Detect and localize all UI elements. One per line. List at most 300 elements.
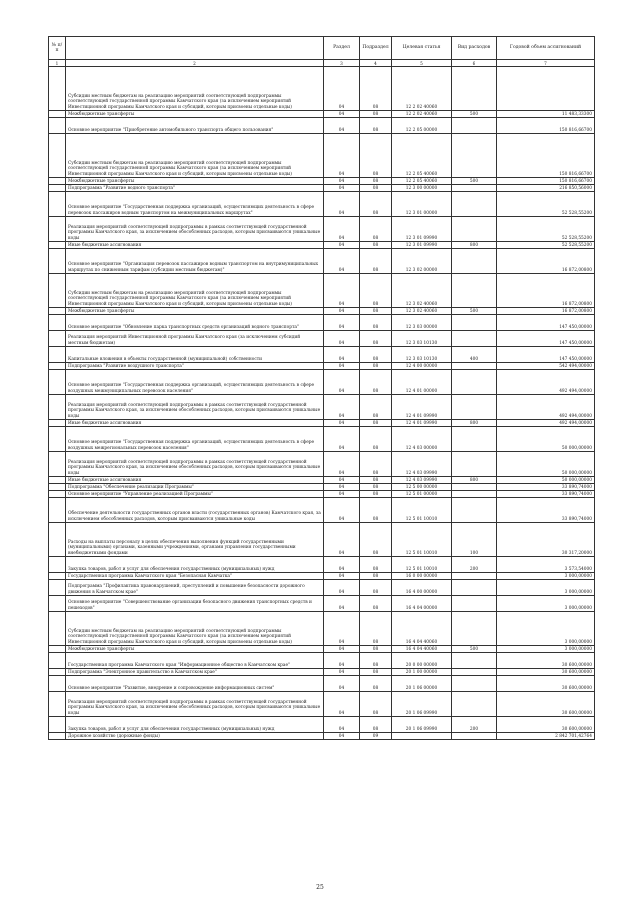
row-subsection: 08: [360, 185, 392, 192]
row-name: Межбюджетные трансферты: [66, 178, 324, 185]
row-number: [49, 427, 66, 452]
row-kind: [452, 395, 497, 420]
row-section: 04: [324, 192, 360, 217]
column-number: 4: [360, 60, 392, 67]
row-section: 04: [324, 557, 360, 573]
table-row: [49, 452, 595, 477]
row-target: 16 4 04 40060: [392, 646, 452, 653]
table-row: [49, 596, 595, 612]
row-target: 12 4 03 09990: [392, 452, 452, 477]
row-amount: 492 494,00000: [497, 395, 595, 420]
row-subsection: 08: [360, 134, 392, 178]
row-section: 04: [324, 185, 360, 192]
row-number: [49, 477, 66, 484]
table-body: [49, 67, 595, 740]
table-row: [49, 484, 595, 491]
column-number-row: [49, 60, 595, 67]
table-row: [49, 427, 595, 452]
table-header-row: [49, 37, 595, 60]
row-target: 12 5 01 10010: [392, 498, 452, 523]
row-amount: 16 872,00800: [497, 274, 595, 308]
table-row: [49, 646, 595, 653]
row-name: Обеспечение деятельности государственных органов власти (государственных органов) Камчатского края, за исключением обособленных расходов, которым присваиваются уникальные коды: [66, 498, 324, 523]
row-target: 16 4 00 00000: [392, 580, 452, 596]
row-kind: [452, 67, 497, 111]
row-number: [49, 717, 66, 733]
row-number: [49, 185, 66, 192]
row-target: 12 4 03 09990: [392, 477, 452, 484]
row-subsection: 09: [360, 733, 392, 740]
header-cell-target: Целевая статья: [392, 37, 452, 60]
row-subsection: 08: [360, 370, 392, 395]
header-cell-section: Раздел: [324, 37, 360, 60]
row-target: 12 4 01 00000: [392, 370, 452, 395]
row-kind: [452, 192, 497, 217]
row-amount: 3 000,00000: [497, 612, 595, 646]
row-subsection: 08: [360, 669, 392, 676]
row-name: Субсидии местным бюджетам на реализацию мероприятий соответствующей подпрограммы соответствующей государственной программы Камчатского края (за исключением мероприятий Инвестиционной программы Камчатского края и субсидий, которым присвоены отдельные коды): [66, 612, 324, 646]
row-amount: 52 528,55200: [497, 217, 595, 242]
table-row: [49, 118, 595, 134]
row-amount: 3 000,00000: [497, 596, 595, 612]
row-number: [49, 395, 66, 420]
row-target: 12 3 03 10130: [392, 347, 452, 363]
row-amount: 50 000,00000: [497, 452, 595, 477]
row-amount: 52 528,55200: [497, 242, 595, 249]
row-section: 04: [324, 717, 360, 733]
row-number: [49, 580, 66, 596]
row-amount: 11 483,33300: [497, 111, 595, 118]
row-subsection: 08: [360, 363, 392, 370]
row-target: 12 5 01 10010: [392, 523, 452, 557]
row-amount: 30 600,00000: [497, 669, 595, 676]
row-kind: [452, 580, 497, 596]
column-number: 3: [324, 60, 360, 67]
row-section: 04: [324, 370, 360, 395]
row-target: 12 2 05 40060: [392, 134, 452, 178]
table-row: [49, 676, 595, 692]
row-number: [49, 192, 66, 217]
row-section: 04: [324, 692, 360, 717]
row-amount: 150 816,66700: [497, 118, 595, 134]
table-row: [49, 217, 595, 242]
table-row: [49, 370, 595, 395]
row-amount: 33 890,74000: [497, 491, 595, 498]
row-name: Основное мероприятие "Совершенствование организации безопасного движения транспортных средств и пешеходов": [66, 596, 324, 612]
row-kind: [452, 185, 497, 192]
row-amount: 30 600,00000: [497, 653, 595, 669]
row-number: [49, 118, 66, 134]
table-row: [49, 67, 595, 111]
row-section: 04: [324, 118, 360, 134]
row-kind: [452, 491, 497, 498]
row-subsection: 08: [360, 491, 392, 498]
row-amount: 33 890,74000: [497, 498, 595, 523]
row-number: [49, 370, 66, 395]
table-row: [49, 134, 595, 178]
table-row: [49, 331, 595, 347]
row-amount: 30 317,20000: [497, 523, 595, 557]
row-section: 04: [324, 596, 360, 612]
row-name: Реализация мероприятий Инвестиционной программы Камчатского края (за исключением субсидий местным бюджетам): [66, 331, 324, 347]
row-name: Основное мероприятие "Обновление парка транспортных средств организаций водного транспорта": [66, 315, 324, 331]
column-number: 6: [452, 60, 497, 67]
row-section: 04: [324, 523, 360, 557]
row-section: 04: [324, 452, 360, 477]
row-number: [49, 484, 66, 491]
row-subsection: 08: [360, 217, 392, 242]
row-section: 04: [324, 363, 360, 370]
row-target: 12 3 01 09990: [392, 242, 452, 249]
row-target: 12 4 01 09990: [392, 420, 452, 427]
table-row: [49, 477, 595, 484]
row-subsection: 08: [360, 67, 392, 111]
row-section: 04: [324, 573, 360, 580]
row-subsection: 08: [360, 315, 392, 331]
table-row: [49, 573, 595, 580]
row-number: [49, 420, 66, 427]
header-cell-kind: Вид расходов: [452, 37, 497, 60]
row-section: 04: [324, 134, 360, 178]
row-section: 04: [324, 249, 360, 274]
row-kind: [452, 733, 497, 740]
row-kind: [452, 452, 497, 477]
row-number: [49, 692, 66, 717]
table-row: [49, 717, 595, 733]
row-kind: [452, 692, 497, 717]
row-target: 12 5 00 00000: [392, 484, 452, 491]
row-name: Капитальные вложения в объекты государственной (муниципальной) собственности: [66, 347, 324, 363]
row-number: [49, 612, 66, 646]
row-name: Государственная программа Камчатского края "Безопасная Камчатка": [66, 573, 324, 580]
row-section: 04: [324, 580, 360, 596]
row-name: Субсидии местным бюджетам на реализацию мероприятий соответствующей подпрограммы соответствующей государственной программы Камчатского края (за исключением мероприятий Инвестиционной программы Камчатского края и субсидий, которым присвоены отдельные коды): [66, 134, 324, 178]
row-section: 04: [324, 612, 360, 646]
row-target: 12 3 00 00000: [392, 185, 452, 192]
row-amount: 3 000,00000: [497, 646, 595, 653]
row-kind: [452, 612, 497, 646]
row-number: [49, 249, 66, 274]
row-kind: 100: [452, 523, 497, 557]
row-section: 04: [324, 498, 360, 523]
row-subsection: 08: [360, 692, 392, 717]
row-target: 12 2 05 40060: [392, 178, 452, 185]
header-cell-subsection: Подраздел: [360, 37, 392, 60]
row-subsection: 08: [360, 420, 392, 427]
row-name: Закупка товаров, работ и услуг для обеспечения государственных (муниципальных) нужд: [66, 717, 324, 733]
row-name: Основное мероприятие "Государственная поддержка организаций, осуществляющих деятельность в сфере перевозок пассажиров водным транспортом на межмуниципальных маршрутах": [66, 192, 324, 217]
row-kind: [452, 498, 497, 523]
row-section: 04: [324, 178, 360, 185]
row-amount: 542 494,00000: [497, 363, 595, 370]
row-name: Основное мероприятие "Организация перевозок пассажиров водным транспортом на внутримуниципальных маршрутах по сниженным тарифам (субсидии местным бюджетам)": [66, 249, 324, 274]
row-target: 20 1 06 00000: [392, 676, 452, 692]
row-number: [49, 217, 66, 242]
row-number: [49, 557, 66, 573]
table-row: [49, 557, 595, 573]
row-number: [49, 111, 66, 118]
row-section: 04: [324, 653, 360, 669]
table-row: [49, 523, 595, 557]
row-amount: 50 000,00000: [497, 477, 595, 484]
row-target: 12 2 02 40060: [392, 111, 452, 118]
row-subsection: 08: [360, 596, 392, 612]
table-row: [49, 249, 595, 274]
column-number: 2: [66, 60, 324, 67]
row-target: 20 1 00 00000: [392, 669, 452, 676]
row-number: [49, 498, 66, 523]
row-number: [49, 67, 66, 111]
row-kind: [452, 370, 497, 395]
row-section: 04: [324, 395, 360, 420]
row-number: [49, 669, 66, 676]
table-row: [49, 315, 595, 331]
row-amount: 492 494,00000: [497, 420, 595, 427]
table-row: [49, 363, 595, 370]
budget-table: [48, 36, 595, 740]
row-kind: [452, 217, 497, 242]
row-name: Межбюджетные трансферты: [66, 111, 324, 118]
row-target: 20 1 06 09990: [392, 717, 452, 733]
page-number: 25: [316, 884, 324, 891]
row-amount: 52 528,55200: [497, 192, 595, 217]
row-target: 12 5 01 10010: [392, 557, 452, 573]
row-target: 12 2 05 00000: [392, 118, 452, 134]
row-target: 12 3 01 09990: [392, 217, 452, 242]
row-amount: 50 000,00000: [497, 427, 595, 452]
row-target: 12 4 00 00000: [392, 363, 452, 370]
row-name: Подпрограмма "Развитие водного транспорта": [66, 185, 324, 192]
row-kind: [452, 484, 497, 491]
row-number: [49, 523, 66, 557]
row-subsection: 08: [360, 646, 392, 653]
row-kind: 200: [452, 557, 497, 573]
row-subsection: 08: [360, 192, 392, 217]
row-target: 20 1 06 09990: [392, 692, 452, 717]
row-number: [49, 274, 66, 308]
row-name: Межбюджетные трансферты: [66, 646, 324, 653]
row-amount: 16 872,00800: [497, 308, 595, 315]
row-amount: 3 000,00000: [497, 580, 595, 596]
row-kind: [452, 118, 497, 134]
row-number: [49, 676, 66, 692]
row-subsection: 08: [360, 498, 392, 523]
row-subsection: 08: [360, 111, 392, 118]
row-target: 12 3 03 10130: [392, 331, 452, 347]
row-kind: [452, 134, 497, 178]
row-name: Реализация мероприятий соответствующей подпрограммы в рамках соответствующей государственной программы Камчатского края, за исключением обособленных расходов, которым присваиваются уникальные коды: [66, 452, 324, 477]
table-row: [49, 669, 595, 676]
header-cell-name: [66, 37, 324, 60]
row-kind: [452, 596, 497, 612]
row-target: 12 3 01 00000: [392, 192, 452, 217]
row-section: 04: [324, 477, 360, 484]
row-name: Подпрограмма "Профилактика правонарушений, преступлений и повышение безопасности дорожного движения в Камчатском крае": [66, 580, 324, 596]
row-number: [49, 573, 66, 580]
row-amount: 16 872,00800: [497, 249, 595, 274]
row-section: 04: [324, 274, 360, 308]
row-number: [49, 347, 66, 363]
row-name: Государственная программа Камчатского края "Информационное общество в Камчатском крае": [66, 653, 324, 669]
row-subsection: 08: [360, 347, 392, 363]
row-section: 04: [324, 242, 360, 249]
row-name: Подпрограмма "Электронное правительство в Камчатском крае": [66, 669, 324, 676]
row-name: Реализация мероприятий соответствующей подпрограммы в рамках соответствующей государственной программы Камчатского края, за исключением обособленных расходов, которым присваиваются уникальные коды: [66, 395, 324, 420]
row-number: [49, 178, 66, 185]
table-row: [49, 192, 595, 217]
row-kind: 500: [452, 308, 497, 315]
row-section: 04: [324, 484, 360, 491]
row-name: Субсидии местным бюджетам на реализацию мероприятий соответствующей подпрограммы соответствующей государственной программы Камчатского края (за исключением мероприятий Инвестиционной программы Камчатского края и субсидий, которым присвоены отдельные коды): [66, 274, 324, 308]
row-section: 04: [324, 420, 360, 427]
row-number: [49, 596, 66, 612]
row-kind: 800: [452, 477, 497, 484]
row-kind: [452, 669, 497, 676]
table-row: [49, 580, 595, 596]
table-row: [49, 308, 595, 315]
row-amount: 30 600,00000: [497, 717, 595, 733]
row-number: [49, 363, 66, 370]
row-target: [392, 733, 452, 740]
table-row: [49, 653, 595, 669]
table-row: [49, 498, 595, 523]
row-target: 16 4 04 00000: [392, 596, 452, 612]
row-kind: [452, 274, 497, 308]
row-subsection: 08: [360, 452, 392, 477]
table-row: [49, 185, 595, 192]
row-section: 04: [324, 646, 360, 653]
table-row: [49, 491, 595, 498]
row-subsection: 08: [360, 557, 392, 573]
table-row: [49, 395, 595, 420]
row-kind: [452, 363, 497, 370]
table-row: [49, 178, 595, 185]
row-kind: [452, 653, 497, 669]
row-kind: 400: [452, 347, 497, 363]
row-kind: [452, 427, 497, 452]
row-target: 16 4 04 40060: [392, 612, 452, 646]
row-name: Основное мероприятие "Приобретение автомобильного транспорта общего пользования": [66, 118, 324, 134]
row-section: 04: [324, 111, 360, 118]
row-kind: [452, 315, 497, 331]
row-name: Межбюджетные трансферты: [66, 308, 324, 315]
row-subsection: 08: [360, 308, 392, 315]
row-amount: 147 450,00000: [497, 331, 595, 347]
row-number: [49, 242, 66, 249]
budget-table-sheet: [48, 36, 594, 740]
row-target: 12 3 02 40060: [392, 308, 452, 315]
row-subsection: 08: [360, 717, 392, 733]
row-number: [49, 653, 66, 669]
row-name: Дорожное хозяйство (дорожные фонды): [66, 733, 324, 740]
row-name: Основное мероприятие "Государственная поддержка организаций, осуществляющих деятельность в сфере воздушных межмуниципальных перевозок населения": [66, 370, 324, 395]
row-subsection: 08: [360, 118, 392, 134]
row-name: Основное мероприятие "Управление реализацией Программы": [66, 491, 324, 498]
row-kind: 500: [452, 646, 497, 653]
row-amount: 147 450,00000: [497, 347, 595, 363]
table-row: [49, 274, 595, 308]
row-kind: [452, 249, 497, 274]
column-number: 1: [49, 60, 66, 67]
row-subsection: 08: [360, 580, 392, 596]
table-row: [49, 733, 595, 740]
row-target: 16 0 00 00000: [392, 573, 452, 580]
row-section: 04: [324, 347, 360, 363]
row-section: 04: [324, 67, 360, 111]
row-target: 12 3 02 40060: [392, 274, 452, 308]
row-subsection: 08: [360, 523, 392, 557]
row-kind: [452, 331, 497, 347]
table-row: [49, 612, 595, 646]
row-name: Основное мероприятие "Развитие, внедрение и сопровождение информационных систем": [66, 676, 324, 692]
row-subsection: 08: [360, 178, 392, 185]
table-row: [49, 111, 595, 118]
row-section: 04: [324, 491, 360, 498]
row-amount: 150 816,66700: [497, 134, 595, 178]
row-number: [49, 315, 66, 331]
row-section: 04: [324, 331, 360, 347]
row-target: 12 5 01 00000: [392, 491, 452, 498]
row-number: [49, 491, 66, 498]
row-subsection: 08: [360, 331, 392, 347]
row-subsection: 08: [360, 612, 392, 646]
row-name: Субсидии местным бюджетам на реализацию мероприятий соответствующей подпрограммы соответствующей государственной программы Камчатского края (за исключением мероприятий Инвестиционной программы Камчатского края и субсидий, которым присвоены отдельные коды): [66, 67, 324, 111]
row-amount: 3 000,00000: [497, 573, 595, 580]
row-subsection: 08: [360, 249, 392, 274]
row-amount: 147 450,00000: [497, 315, 595, 331]
row-name: Иные бюджетные ассигнования: [66, 242, 324, 249]
row-section: 04: [324, 308, 360, 315]
row-amount: 492 494,00000: [497, 370, 595, 395]
row-subsection: 08: [360, 477, 392, 484]
row-target: 12 4 01 09990: [392, 395, 452, 420]
row-name: Иные бюджетные ассигнования: [66, 420, 324, 427]
row-kind: [452, 573, 497, 580]
row-subsection: 08: [360, 573, 392, 580]
header-cell-number: № п/п: [49, 37, 66, 60]
row-subsection: 08: [360, 653, 392, 669]
row-amount: 150 816,66700: [497, 178, 595, 185]
row-subsection: 08: [360, 242, 392, 249]
row-section: 04: [324, 676, 360, 692]
row-name: Расходы на выплаты персоналу в целях обеспечения выполнения функций государственными (муниципальными) органами, казенными учреждениями, органами управления государственными внебюджетными фондами: [66, 523, 324, 557]
table-row: [49, 420, 595, 427]
row-target: 12 4 03 00000: [392, 427, 452, 452]
row-section: 04: [324, 427, 360, 452]
row-section: 04: [324, 669, 360, 676]
row-target: 12 2 02 40060: [392, 67, 452, 111]
row-target: 12 3 03 00000: [392, 315, 452, 331]
row-name: Реализация мероприятий соответствующей подпрограммы в рамках соответствующей государственной программы Камчатского края, за исключением обособленных расходов, которым присваиваются уникальные коды: [66, 217, 324, 242]
row-section: 04: [324, 315, 360, 331]
row-amount: 33 890,74000: [497, 484, 595, 491]
row-amount: 30 600,00000: [497, 676, 595, 692]
row-section: 04: [324, 217, 360, 242]
row-number: [49, 452, 66, 477]
row-number: [49, 308, 66, 315]
row-number: [49, 733, 66, 740]
row-kind: 200: [452, 717, 497, 733]
row-kind: 800: [452, 420, 497, 427]
column-number: 5: [392, 60, 452, 67]
row-kind: 500: [452, 178, 497, 185]
row-name: Закупка товаров, работ и услуг для обеспечения государственных (муниципальных) нужд: [66, 557, 324, 573]
column-number: 7: [497, 60, 595, 67]
row-amount: 216 850,56000: [497, 185, 595, 192]
header-cell-amount: Годовой объем ассигнований: [497, 37, 595, 60]
table-row: [49, 692, 595, 717]
row-section: 04: [324, 733, 360, 740]
